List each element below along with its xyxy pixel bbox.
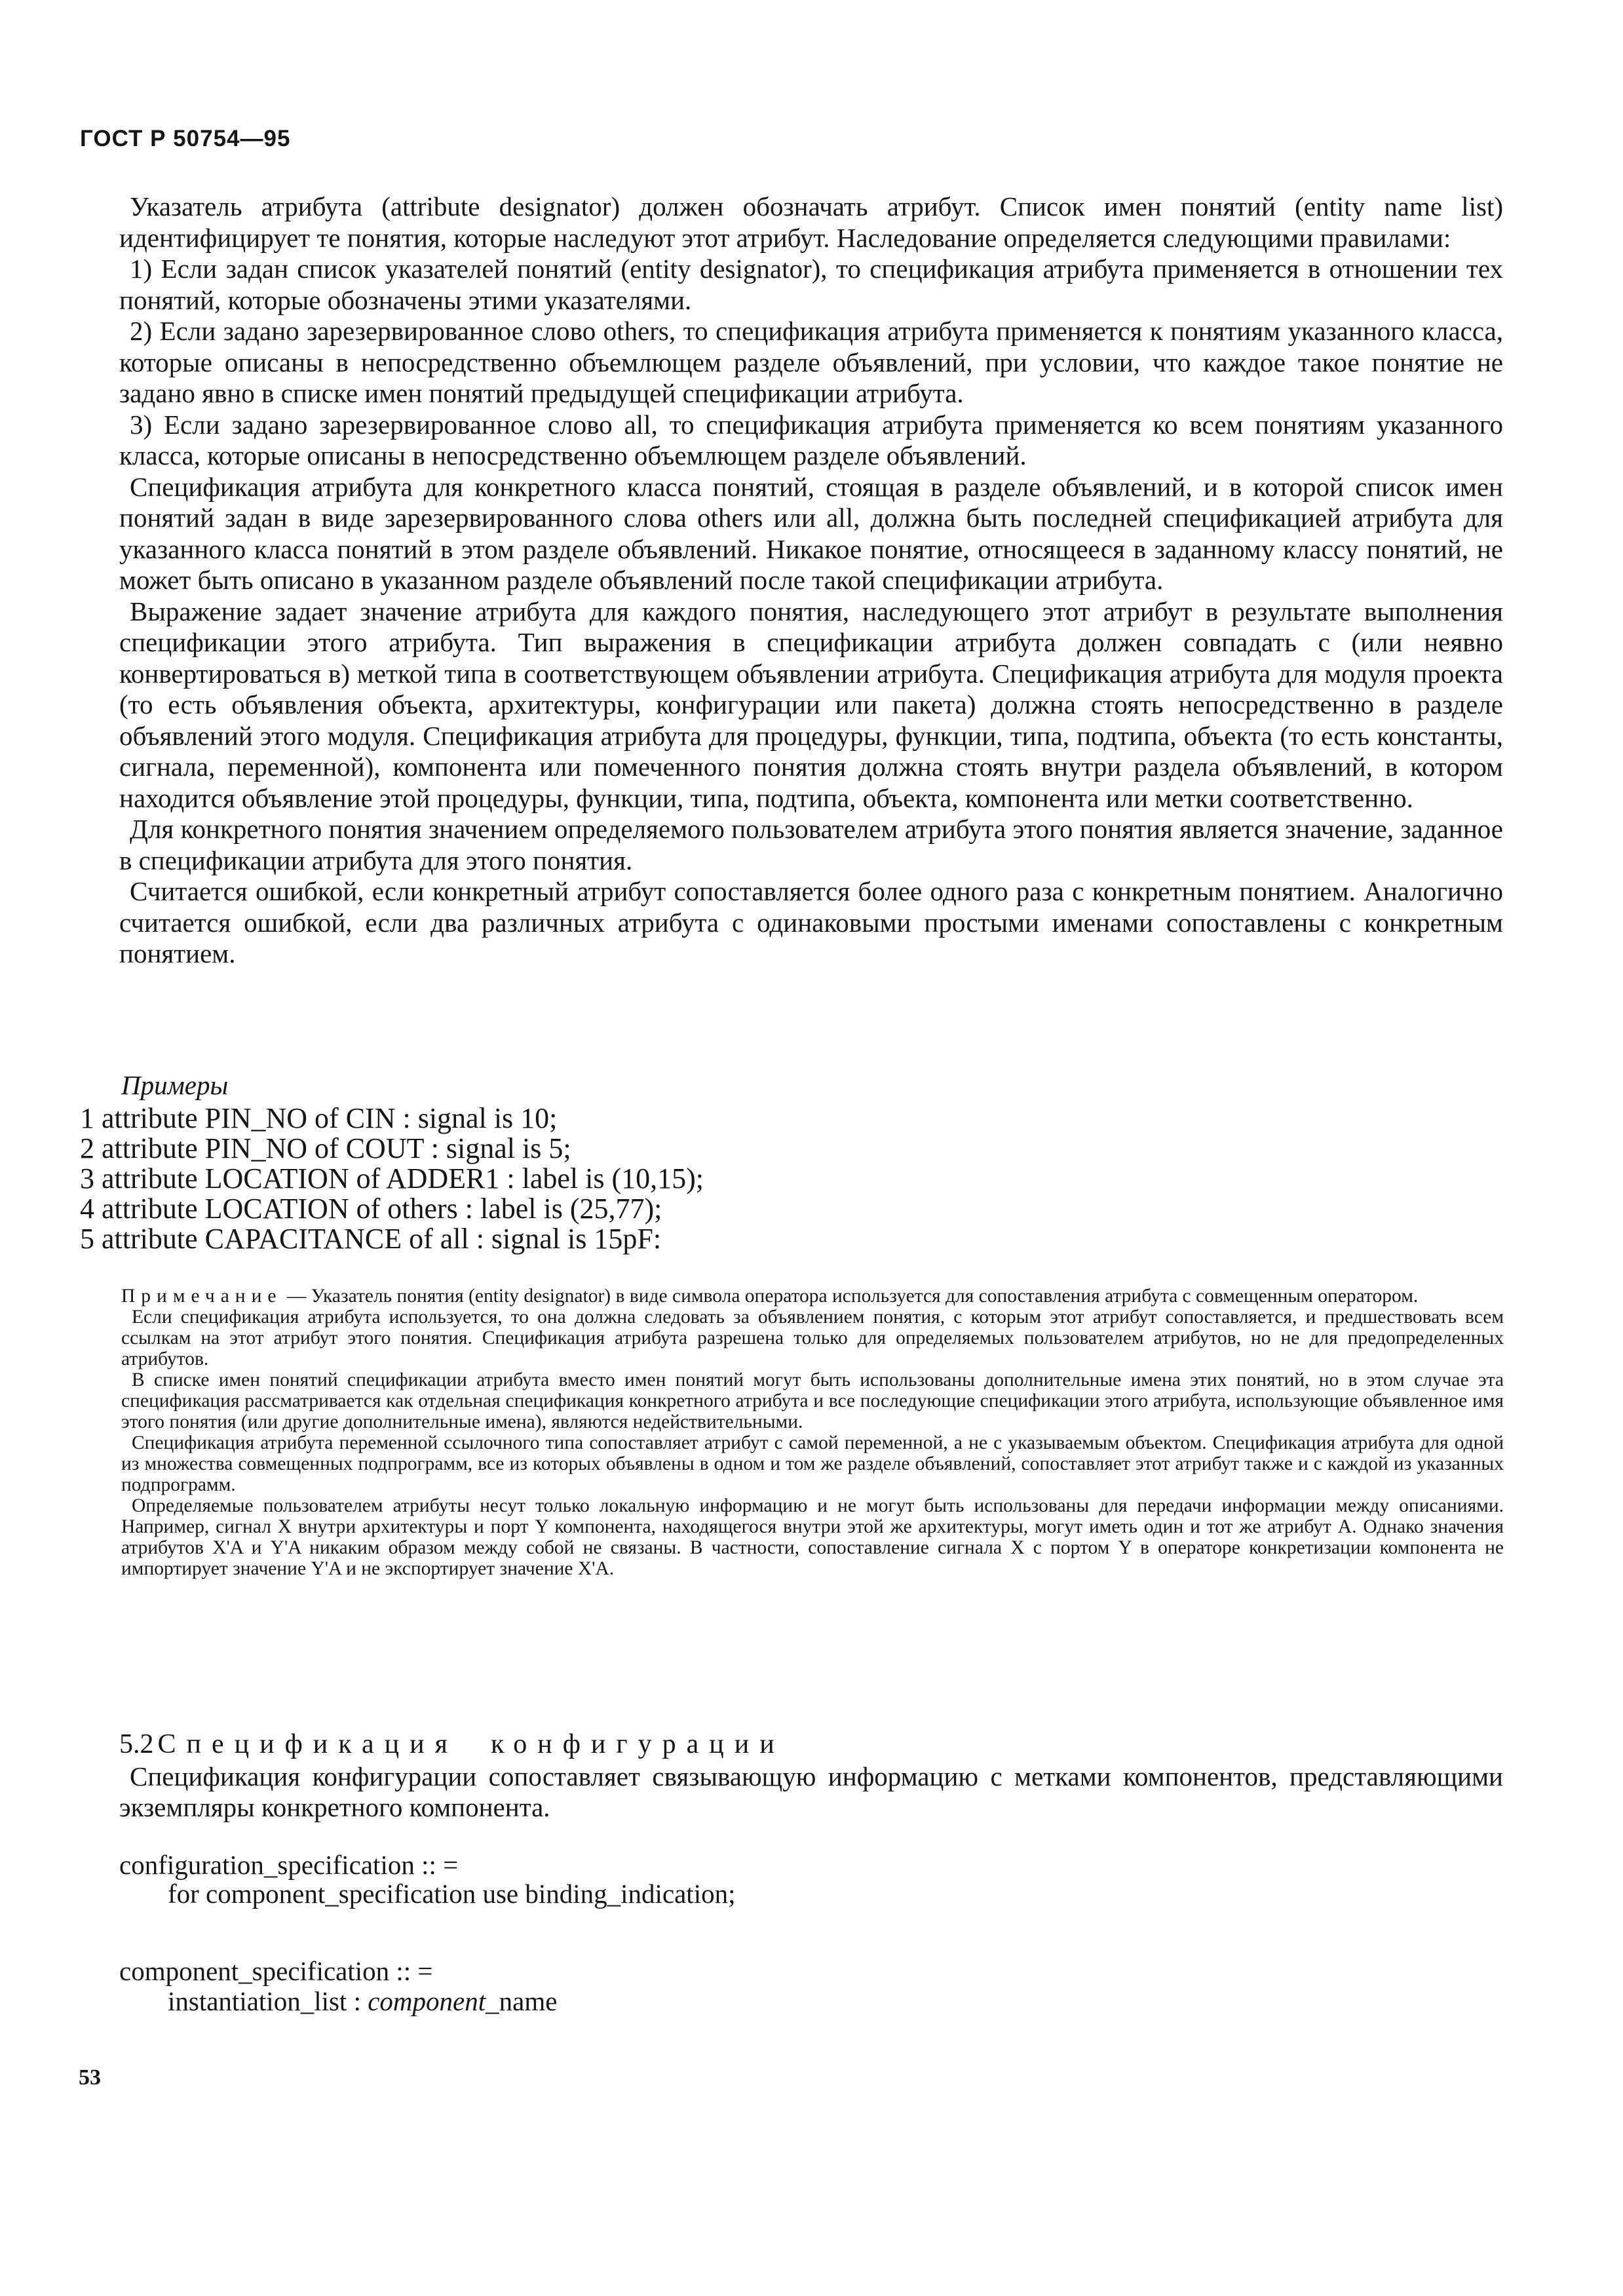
section-heading [119,1729,785,1760]
note-paragraph: Если спецификация атрибута используется, то она должна следовать за объявлением понятия, с которым этот атрибут сопоставляется, и предшествовать всем ссылкам на этот атрибут этого понятия. Спецификация атрибута разрешена только для определяемых пользователем атрибутов, но не для предопределенных атрибутов. [121,1307,1504,1369]
paragraph: 3) Если задано зарезервированное слово all, то спецификация атрибута применяется ко всем понятиям указанного класса, которые описаны в непосредственно объемлющем разделе объявлений. [119,409,1503,470]
paragraph: Спецификация атрибута для конкретного класса понятий, стоящая в разделе объявлений, и в которой список имен понятий задан в виде зарезервированного слова others или all, должна быть последней спецификацией атрибута для указанного класса понятий в этом разделе объявлений. Никакое понятие, относящееся в заданному классу понятий, не может быть описано в указанном разделе объявлений после такой спецификации атрибута. [119,471,1503,595]
example-line: 3 attribute LOCATION of ADDER1 : label is (10,15); [80,1162,704,1195]
paragraph: Выражение задает значение атрибута для каждого понятия, наследующего этот атрибут в результате выполнения спецификации этого атрибута. Тип выражения в спецификации атрибута должен совпадать с (или неявно конвертироваться в) меткой типа в соответствующем объявлении атрибута. Спецификация атрибута для модуля проекта (то есть объявления объекта, архитектуры, конфигурации или пакета) должна стоять непосредственно в разделе объявлений этого модуля. Спецификация атрибута для процедуры, функции, типа, подтипа, объекта (то есть константы, сигнала, переменной), компонента или помеченного понятия должна стоять внутри раздела объявлений, в котором находится объявление этой процедуры, функции, типа, подтипа, объекта, компонента или метки соответственно. [119,596,1503,813]
paragraph: Указатель атрибута (attribute designator) должен обозначать атрибут. Список имен понятий (entity name list) идентифицирует те понятия, которые наследуют этот атрибут. Наследование определяется следующими правилами: [119,191,1503,253]
example-line: 2 attribute PIN_NO of COUT : signal is 5; [80,1132,571,1164]
example-line: 4 attribute LOCATION of others : label is (25,77); [80,1193,662,1225]
paragraph: Считается ошибкой, если конкретный атрибут сопоставляется более одного раза с конкретным понятием. Аналогично считается ошибкой, если два различных атрибута с одинаковыми простыми именами сопоставлены с конкретным понятием. [119,876,1503,968]
note-paragraph: В списке имен понятий спецификации атрибута вместо имен понятий могут быть использованы дополнительные имена этих понятий, но в этом случае эта спецификация рассматривается как отдельная спецификация конкретного атрибута и все последующие спецификации этого атрибута, использующие объявленное имя этого понятия (или другие дополнительные имена), являются недействительными. [121,1369,1504,1432]
grammar-rule-body: for component_specification use binding_indication; [168,1879,736,1909]
example-line: 5 attribute CAPACITANCE of all : signal is 15pF: [80,1223,662,1255]
section-number: 5.2 [119,1729,154,1759]
paragraph: 1) Если задан список указателей понятий (entity designator), то спецификация атрибута применяется в отношении тех понятий, которые обозначены этими указателями. [119,254,1503,315]
note-label: Примечание [121,1286,282,1307]
note-block [121,1286,1504,1579]
paragraph: Для конкретного понятия значением определяемого пользователем атрибута этого понятия является значение, заданное в спецификации атрибута для этого понятия. [119,814,1503,875]
main-text [119,191,1503,970]
grammar-text: _name [486,1986,558,2016]
grammar-rule-head: component_specification :: = [119,1956,433,1986]
document-header: ГОСТ Р 50754—95 [80,126,291,151]
section-title-word: Спецификация [157,1729,458,1759]
grammar-text: instantiation_list : [168,1986,368,2016]
section-title-word: конфигурации [490,1729,785,1759]
paragraph: 2) Если задано зарезервированное слово others, то спецификация атрибута применяется к понятиям указанного класса, которые описаны в непосредственно объемлющем разделе объявлений, при условии, что каждое такое понятие не задано явно в списке имен понятий предыдущей спецификации атрибута. [119,316,1503,408]
grammar-rule-head: configuration_specification :: = [119,1850,459,1880]
note-paragraph: Спецификация атрибута переменной ссылочного типа сопоставляет атрибут с самой переменной, а не с указываемым объектом. Спецификация атрибута для одной из множества совмещенных подпрограмм, все из которых объявлены в одном и том же разделе объявлений, сопоставляет этот атрибут также и с каждой из указанных подпрограмм. [121,1432,1504,1495]
example-line: 1 attribute PIN_NO of CIN : signal is 10; [80,1102,558,1134]
note-first-text: — Указатель понятия (entity designator) в виде символа оператора используется для сопоставления атрибута с совмещенным оператором. [282,1286,1419,1307]
examples-title: Примеры [121,1070,229,1100]
page-number: 53 [79,2065,101,2090]
section-paragraph: Спецификация конфигурации сопоставляет связывающую информацию с метками компонентов, представляющими экземпляры конкретного компонента. [119,1761,1503,1822]
note-first-paragraph [121,1286,1504,1307]
grammar-rule-body [168,1985,557,2017]
note-paragraph: Определяемые пользователем атрибуты несут только локальную информацию и не могут быть использованы для передачи информации между описаниями. Например, сигнал X внутри архитектуры и порт Y компонента, находящегося внутри этой же архитектуры, могут иметь один и тот же атрибут A. Однако значения атрибутов X'A и Y'A никаким образом между собой не связаны. В частности, сопоставление сигнала X с портом Y в операторе конкретизации компонента не импортирует значение Y'A и не экспортирует значение X'A. [121,1495,1504,1579]
examples-list [80,1103,704,1254]
grammar-italic-prefix: component [368,1986,486,2016]
